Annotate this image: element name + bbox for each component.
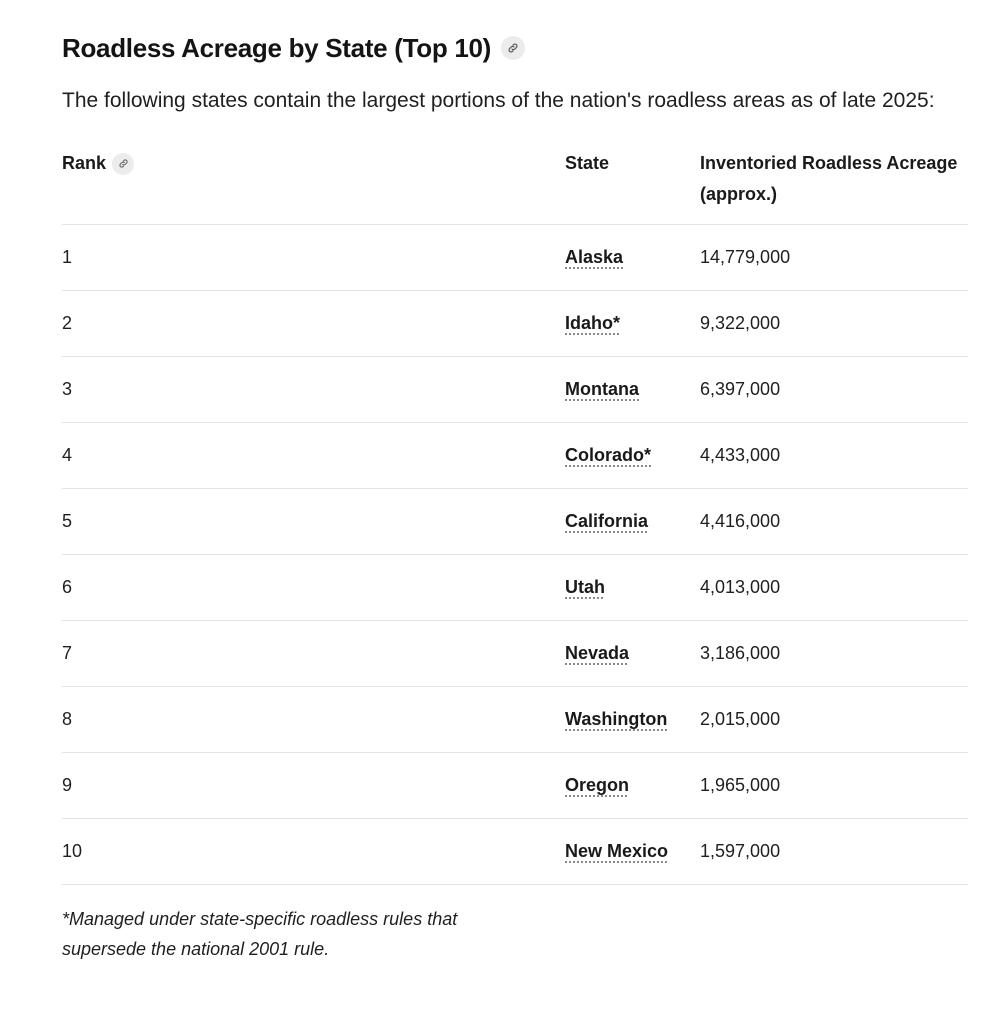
table-row xyxy=(62,423,968,489)
state-link[interactable]: Colorado* xyxy=(565,445,652,465)
acreage-cell: 3,186,000 xyxy=(700,621,968,687)
header-rank-label: Rank xyxy=(62,153,107,173)
table-row xyxy=(62,687,968,753)
rank-cell: 4 xyxy=(62,423,565,489)
state-link[interactable]: Washington xyxy=(565,709,668,729)
table-header-row xyxy=(62,147,968,225)
state-link[interactable]: Utah xyxy=(565,577,605,597)
table-row xyxy=(62,225,968,291)
header-state: State xyxy=(565,147,700,225)
rank-anchor-link[interactable] xyxy=(112,153,134,175)
table-row xyxy=(62,819,968,885)
acreage-cell: 1,965,000 xyxy=(700,753,968,819)
table-row xyxy=(62,291,968,357)
rank-cell: 3 xyxy=(62,357,565,423)
header-rank xyxy=(62,147,565,225)
state-link[interactable]: New Mexico xyxy=(565,841,669,861)
acreage-cell: 14,779,000 xyxy=(700,225,968,291)
rank-cell: 9 xyxy=(62,753,565,819)
rank-cell: 8 xyxy=(62,687,565,753)
section-heading xyxy=(62,28,968,68)
article-section xyxy=(62,28,968,964)
acreage-cell: 1,597,000 xyxy=(700,819,968,885)
link-icon xyxy=(118,158,129,169)
state-link[interactable]: Montana xyxy=(565,379,639,399)
table-row xyxy=(62,489,968,555)
intro-paragraph: The following states contain the largest portions of the nation's roadless areas as of late 2025: xyxy=(62,89,935,112)
state-link[interactable]: Oregon xyxy=(565,775,630,795)
rank-cell: 6 xyxy=(62,555,565,621)
rank-cell: 7 xyxy=(62,621,565,687)
roadless-acreage-table xyxy=(62,147,968,885)
table-row xyxy=(62,621,968,687)
link-icon xyxy=(507,42,519,54)
rank-cell: 1 xyxy=(62,225,565,291)
state-link[interactable]: Nevada xyxy=(565,643,630,663)
acreage-cell: 4,433,000 xyxy=(700,423,968,489)
state-link[interactable]: Idaho* xyxy=(565,313,621,333)
rank-cell: 10 xyxy=(62,819,565,885)
table-row xyxy=(62,555,968,621)
heading-anchor-link[interactable] xyxy=(501,36,525,60)
state-link[interactable]: Alaska xyxy=(565,247,624,267)
table-row xyxy=(62,357,968,423)
footnote: *Managed under state-specific roadless rules that supersede the national 2001 rule. xyxy=(62,909,458,959)
header-acreage: Inventoried Roadless Acreage (approx.) xyxy=(700,147,968,225)
rank-cell: 5 xyxy=(62,489,565,555)
rank-cell: 2 xyxy=(62,291,565,357)
section-title: Roadless Acreage by State (Top 10) xyxy=(62,32,492,63)
acreage-cell: 9,322,000 xyxy=(700,291,968,357)
state-link[interactable]: California xyxy=(565,511,649,531)
acreage-cell: 4,416,000 xyxy=(700,489,968,555)
acreage-cell: 4,013,000 xyxy=(700,555,968,621)
table-row xyxy=(62,753,968,819)
acreage-cell: 2,015,000 xyxy=(700,687,968,753)
acreage-cell: 6,397,000 xyxy=(700,357,968,423)
